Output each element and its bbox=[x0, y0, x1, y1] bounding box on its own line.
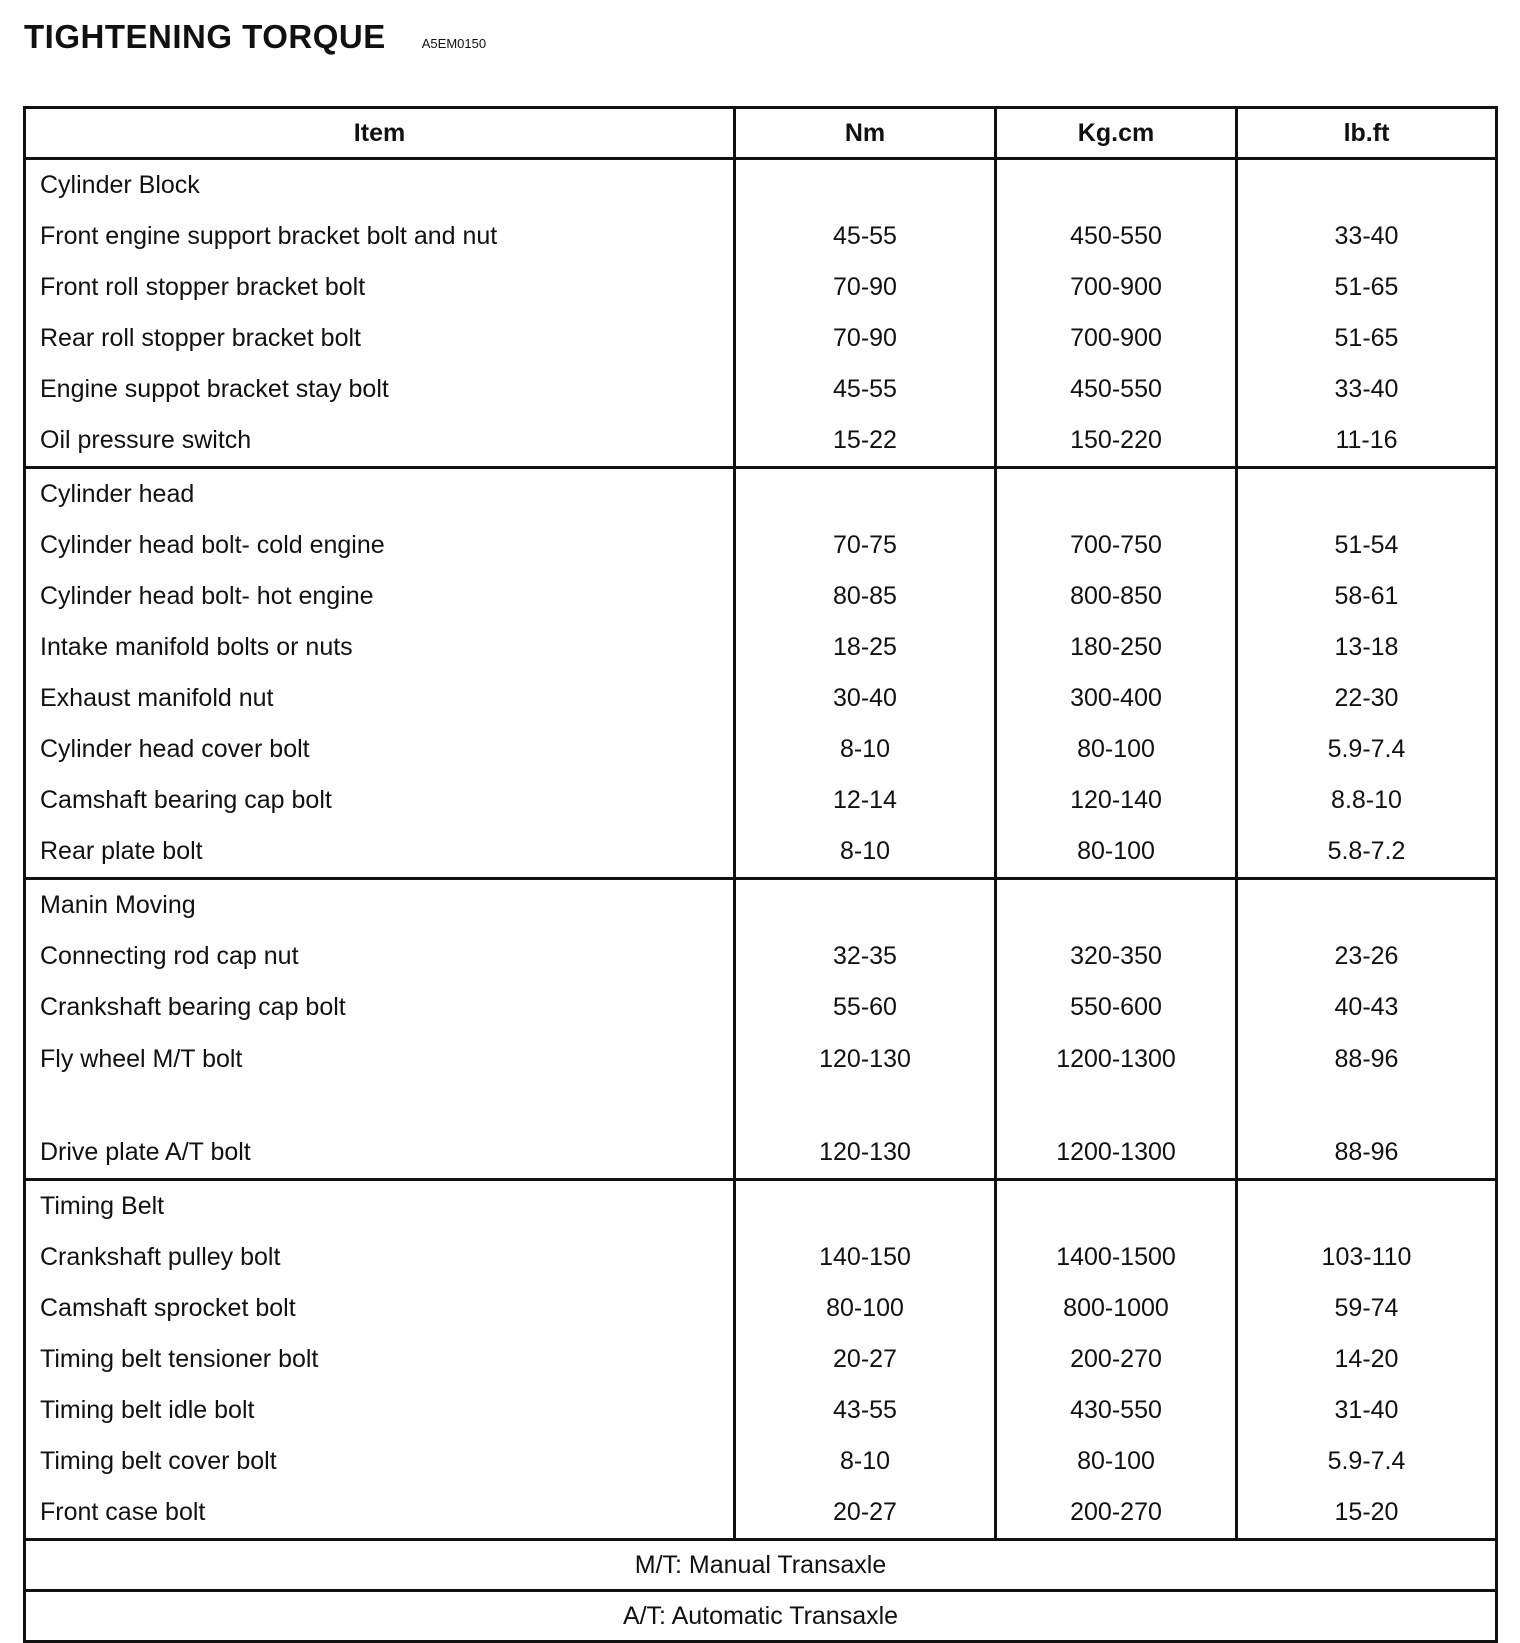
note-row bbox=[25, 1540, 1497, 1591]
kgcm-value: 300-400 bbox=[996, 673, 1237, 724]
item-name: Connecting rod cap nut bbox=[25, 931, 735, 982]
lbft-value: 23-26 bbox=[1237, 931, 1497, 982]
column-header-nm: Nm bbox=[735, 108, 996, 159]
table-row bbox=[25, 724, 1497, 775]
nm-value: 8-10 bbox=[735, 1436, 996, 1487]
kgcm-value: 700-750 bbox=[996, 520, 1237, 571]
header-row bbox=[25, 108, 1497, 159]
item-name: Cylinder head bolt- hot engine bbox=[25, 571, 735, 622]
table-row bbox=[25, 775, 1497, 826]
item-name: Crankshaft bearing cap bolt bbox=[25, 982, 735, 1033]
lbft-value: 88-96 bbox=[1237, 1033, 1497, 1127]
item-name: Timing belt cover bolt bbox=[25, 1436, 735, 1487]
nm-value: 45-55 bbox=[735, 211, 996, 262]
nm-value: 80-85 bbox=[735, 571, 996, 622]
nm-value: 20-27 bbox=[735, 1334, 996, 1385]
item-name: Cylinder head bolt- cold engine bbox=[25, 520, 735, 571]
table-row bbox=[25, 1334, 1497, 1385]
item-name: Intake manifold bolts or nuts bbox=[25, 622, 735, 673]
item-name: Camshaft sprocket bolt bbox=[25, 1283, 735, 1334]
kgcm-value: 700-900 bbox=[996, 262, 1237, 313]
table-row bbox=[25, 1436, 1497, 1487]
table-row bbox=[25, 1127, 1497, 1180]
column-header-item: Item bbox=[25, 108, 735, 159]
group-heading: Manin Moving bbox=[25, 879, 735, 932]
nm-value: 18-25 bbox=[735, 622, 996, 673]
kgcm-value: 120-140 bbox=[996, 775, 1237, 826]
lbft-value: 88-96 bbox=[1237, 1127, 1497, 1180]
kgcm-value: 1200-1300 bbox=[996, 1127, 1237, 1180]
lbft-value: 103-110 bbox=[1237, 1232, 1497, 1283]
kgcm-value: 700-900 bbox=[996, 313, 1237, 364]
table-row bbox=[25, 1487, 1497, 1540]
lbft-value: 14-20 bbox=[1237, 1334, 1497, 1385]
table-row bbox=[25, 364, 1497, 415]
nm-value: 12-14 bbox=[735, 775, 996, 826]
item-name: Crankshaft pulley bolt bbox=[25, 1232, 735, 1283]
kgcm-value: 800-850 bbox=[996, 571, 1237, 622]
table-row bbox=[25, 931, 1497, 982]
kgcm-value: 800-1000 bbox=[996, 1283, 1237, 1334]
item-name: Timing belt idle bolt bbox=[25, 1385, 735, 1436]
item-name: Front roll stopper bracket bolt bbox=[25, 262, 735, 313]
lbft-value: 11-16 bbox=[1237, 415, 1497, 468]
table-row bbox=[25, 982, 1497, 1033]
table-row bbox=[25, 1232, 1497, 1283]
kgcm-value: 450-550 bbox=[996, 211, 1237, 262]
kgcm-value: 1200-1300 bbox=[996, 1033, 1237, 1127]
table-row bbox=[25, 415, 1497, 468]
item-name: Timing belt tensioner bolt bbox=[25, 1334, 735, 1385]
kgcm-value: 550-600 bbox=[996, 982, 1237, 1033]
note-automatic-transaxle: A/T: Automatic Transaxle bbox=[25, 1591, 1497, 1642]
item-name: Engine suppot bracket stay bolt bbox=[25, 364, 735, 415]
item-name: Fly wheel M/T bolt bbox=[25, 1033, 735, 1127]
group-heading-row bbox=[25, 159, 1497, 212]
table-row bbox=[25, 1385, 1497, 1436]
table-row bbox=[25, 262, 1497, 313]
kgcm-value: 320-350 bbox=[996, 931, 1237, 982]
nm-value: 55-60 bbox=[735, 982, 996, 1033]
table-row bbox=[25, 1283, 1497, 1334]
nm-value: 70-90 bbox=[735, 313, 996, 364]
kgcm-value: 1400-1500 bbox=[996, 1232, 1237, 1283]
note-manual-transaxle: M/T: Manual Transaxle bbox=[25, 1540, 1497, 1591]
table-row bbox=[25, 520, 1497, 571]
table-row bbox=[25, 211, 1497, 262]
kgcm-value: 450-550 bbox=[996, 364, 1237, 415]
kgcm-value: 80-100 bbox=[996, 826, 1237, 879]
nm-value: 30-40 bbox=[735, 673, 996, 724]
nm-value: 15-22 bbox=[735, 415, 996, 468]
nm-value: 120-130 bbox=[735, 1033, 996, 1127]
group-heading-row bbox=[25, 468, 1497, 521]
item-name: Exhaust manifold nut bbox=[25, 673, 735, 724]
item-name: Rear roll stopper bracket bolt bbox=[25, 313, 735, 364]
table-row bbox=[25, 673, 1497, 724]
torque-table bbox=[23, 106, 1498, 1643]
nm-value: 140-150 bbox=[735, 1232, 996, 1283]
kgcm-value: 430-550 bbox=[996, 1385, 1237, 1436]
item-name: Front engine support bracket bolt and nut bbox=[25, 211, 735, 262]
item-name: Oil pressure switch bbox=[25, 415, 735, 468]
nm-value: 32-35 bbox=[735, 931, 996, 982]
lbft-value: 40-43 bbox=[1237, 982, 1497, 1033]
note-row bbox=[25, 1591, 1497, 1642]
lbft-value: 31-40 bbox=[1237, 1385, 1497, 1436]
nm-value: 45-55 bbox=[735, 364, 996, 415]
table-row bbox=[25, 571, 1497, 622]
item-name: Cylinder head cover bolt bbox=[25, 724, 735, 775]
group-heading: Cylinder Block bbox=[25, 159, 735, 212]
lbft-value: 15-20 bbox=[1237, 1487, 1497, 1540]
table-row bbox=[25, 826, 1497, 879]
column-header-kgcm: Kg.cm bbox=[996, 108, 1237, 159]
group-heading: Timing Belt bbox=[25, 1180, 735, 1233]
lbft-value: 13-18 bbox=[1237, 622, 1497, 673]
kgcm-value: 150-220 bbox=[996, 415, 1237, 468]
item-name: Camshaft bearing cap bolt bbox=[25, 775, 735, 826]
kgcm-value: 200-270 bbox=[996, 1487, 1237, 1540]
nm-value: 8-10 bbox=[735, 826, 996, 879]
lbft-value: 5.9-7.4 bbox=[1237, 724, 1497, 775]
nm-value: 20-27 bbox=[735, 1487, 996, 1540]
lbft-value: 5.8-7.2 bbox=[1237, 826, 1497, 879]
column-header-lbft: lb.ft bbox=[1237, 108, 1497, 159]
group-heading-row bbox=[25, 1180, 1497, 1233]
lbft-value: 59-74 bbox=[1237, 1283, 1497, 1334]
lbft-value: 51-65 bbox=[1237, 313, 1497, 364]
table-row bbox=[25, 622, 1497, 673]
lbft-value: 5.9-7.4 bbox=[1237, 1436, 1497, 1487]
page-title: TIGHTENING TORQUE bbox=[24, 18, 386, 55]
lbft-value: 22-30 bbox=[1237, 673, 1497, 724]
nm-value: 80-100 bbox=[735, 1283, 996, 1334]
kgcm-value: 80-100 bbox=[996, 1436, 1237, 1487]
doc-code: A5EM0150 bbox=[421, 36, 487, 51]
lbft-value: 58-61 bbox=[1237, 571, 1497, 622]
lbft-value: 8.8-10 bbox=[1237, 775, 1497, 826]
lbft-value: 33-40 bbox=[1237, 211, 1497, 262]
nm-value: 8-10 bbox=[735, 724, 996, 775]
item-name: Front case bolt bbox=[25, 1487, 735, 1540]
lbft-value: 33-40 bbox=[1237, 364, 1497, 415]
kgcm-value: 200-270 bbox=[996, 1334, 1237, 1385]
group-heading-row bbox=[25, 879, 1497, 932]
item-name: Drive plate A/T bolt bbox=[25, 1127, 735, 1180]
group-heading: Cylinder head bbox=[25, 468, 735, 521]
page-header bbox=[24, 18, 486, 62]
table-row bbox=[25, 313, 1497, 364]
kgcm-value: 80-100 bbox=[996, 724, 1237, 775]
lbft-value: 51-54 bbox=[1237, 520, 1497, 571]
table-row bbox=[25, 1033, 1497, 1127]
nm-value: 70-90 bbox=[735, 262, 996, 313]
kgcm-value: 180-250 bbox=[996, 622, 1237, 673]
nm-value: 43-55 bbox=[735, 1385, 996, 1436]
lbft-value: 51-65 bbox=[1237, 262, 1497, 313]
nm-value: 120-130 bbox=[735, 1127, 996, 1180]
nm-value: 70-75 bbox=[735, 520, 996, 571]
item-name: Rear plate bolt bbox=[25, 826, 735, 879]
